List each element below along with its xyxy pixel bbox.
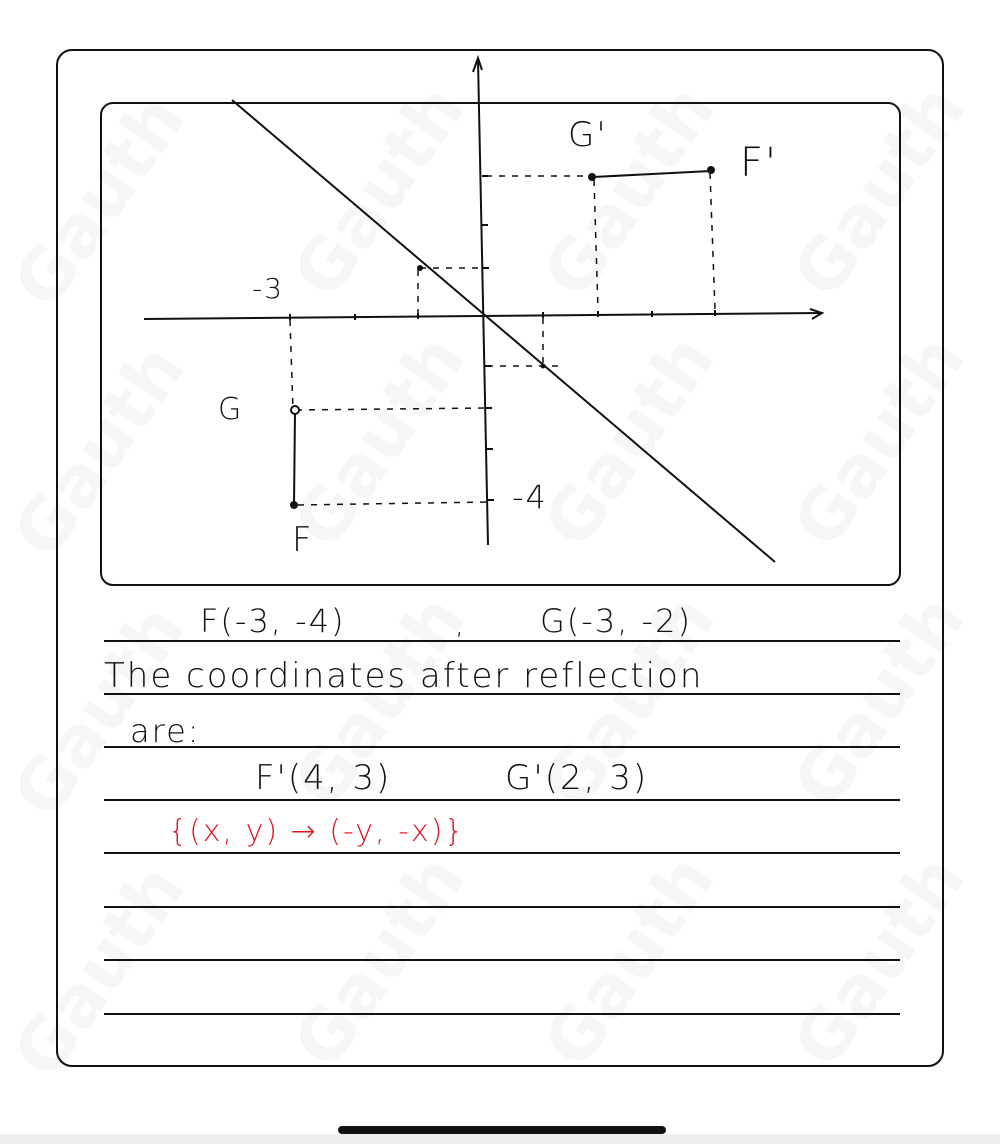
dashed-guides (290, 173, 715, 505)
ruled-line (104, 959, 900, 961)
segment-GF (294, 412, 295, 505)
point-F-prime-coordinates: F'(4, 3) (255, 758, 392, 798)
point-F-prime-marker (707, 166, 715, 174)
point-G-prime-coordinates: G'(2, 3) (505, 758, 649, 798)
point-F-coordinates: F(-3, -4) (200, 602, 346, 640)
y-axis (478, 60, 488, 545)
y-tick-label-neg4: -4 (512, 478, 548, 516)
intersection-marker (417, 265, 423, 271)
separator-comma: , (455, 608, 466, 641)
point-F-marker (290, 501, 298, 509)
ruled-line (104, 852, 900, 854)
point-label-F: F (292, 520, 314, 560)
home-indicator (338, 1126, 666, 1134)
x-tick-label-neg3: -3 (252, 272, 284, 305)
ruled-line (104, 640, 900, 642)
bottom-strip (0, 1134, 1000, 1144)
point-label-G: G (218, 392, 244, 427)
point-G-marker (291, 406, 299, 414)
point-G-prime-marker (588, 173, 596, 181)
ruled-line (104, 1013, 900, 1015)
ruled-line (104, 746, 900, 748)
point-G-coordinates: G(-3, -2) (540, 602, 692, 640)
ruled-line (104, 906, 900, 908)
statement-coordinates-after-reflection: The coordinates after reflection (104, 656, 704, 696)
segment-G-prime-F-prime (593, 171, 711, 177)
reflection-rule: {(x, y) → (-y, -x)} (168, 814, 466, 849)
ruled-line (104, 799, 900, 801)
intersection-marker (541, 364, 546, 369)
point-label-G-prime: G' (568, 115, 608, 155)
statement-are: are: (130, 712, 201, 750)
reflection-line (232, 100, 775, 562)
point-label-F-prime: F' (740, 140, 779, 186)
